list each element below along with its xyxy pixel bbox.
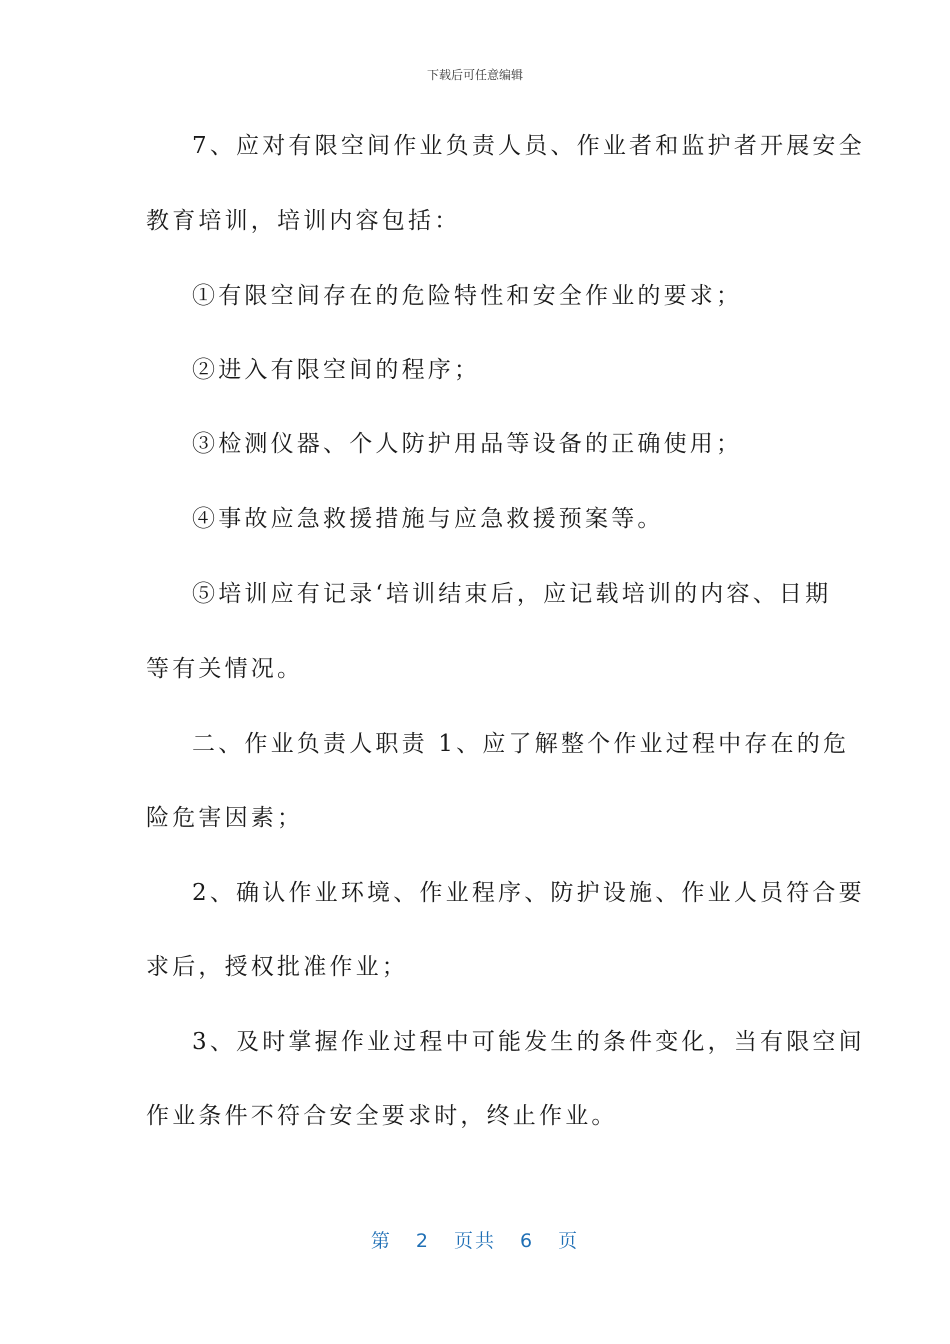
- page-header-note: 下载后可任意编辑: [426, 68, 523, 82]
- body-line: 等有关情况。: [146, 656, 304, 682]
- page-current: 2: [415, 1230, 430, 1252]
- body-line: 3、及时掌握作业过程中可能发生的条件变化，当有限空间: [192, 1029, 865, 1055]
- page-suffix: 页: [558, 1230, 580, 1252]
- body-line: 2、确认作业环境、作业程序、防护设施、作业人员符合要: [192, 880, 865, 906]
- section-heading-line: 二、作业负责人职责 1、应了解整个作业过程中存在的危: [192, 731, 850, 757]
- body-line: 求后，授权批准作业；: [146, 954, 408, 980]
- page-total: 6: [520, 1230, 535, 1252]
- page-number-footer: [0, 1226, 950, 1253]
- body-line: 作业条件不符合安全要求时，终止作业。: [146, 1103, 618, 1129]
- list-item: ⑤培训应有记录‘培训结束后，应记载培训的内容、日期: [192, 581, 832, 607]
- page-prefix: 第: [370, 1230, 392, 1252]
- body-line: 7、应对有限空间作业负责人员、作业者和监护者开展安全: [192, 133, 865, 159]
- body-line: 教育培训，培训内容包括：: [146, 208, 461, 234]
- list-item: ④事故应急救援措施与应急救援预案等。: [192, 506, 664, 532]
- list-item: ①有限空间存在的危险特性和安全作业的要求；: [192, 283, 743, 309]
- page-mid: 页共: [453, 1230, 496, 1252]
- list-item: ③检测仪器、个人防护用品等设备的正确使用；: [192, 431, 743, 457]
- body-line: 险危害因素；: [146, 805, 304, 831]
- list-item: ②进入有限空间的程序；: [192, 357, 481, 383]
